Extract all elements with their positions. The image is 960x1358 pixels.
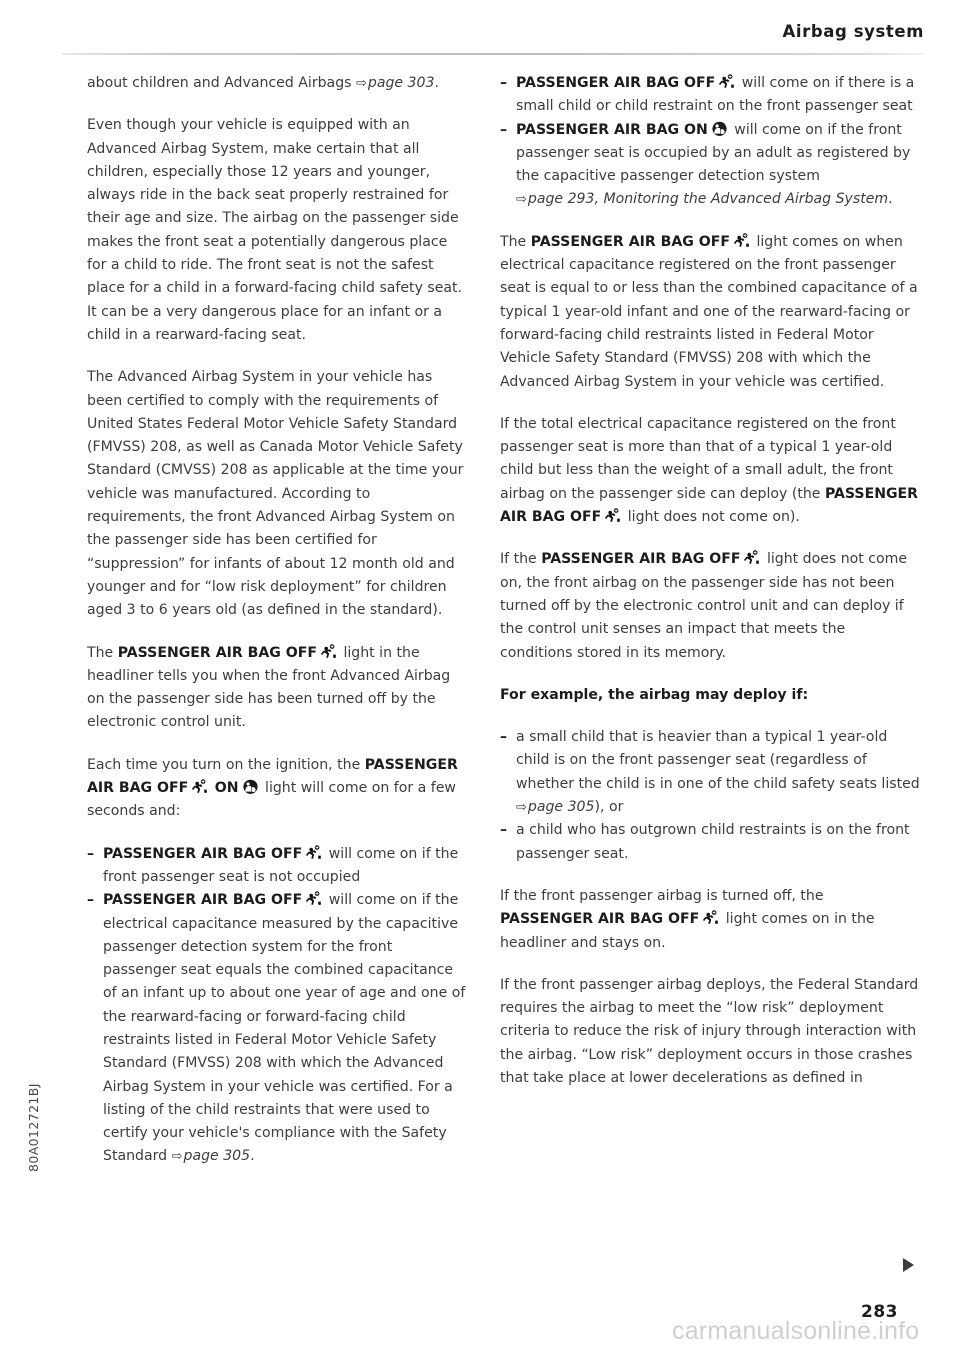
reference-arrow-icon: ⇨ bbox=[355, 76, 367, 91]
list-item: – PASSENGER AIR BAG OFF will come on if the electrical capacitance measured by the capacitive passenger detection system for the front passenger seat equals the combined capacitance of an infant up to about one year of age and one of the rearward-facing or forward-facing child restraints listed in Federal Motor Vehicle Safety Standard (FMVSS) 208 with which the Advanced Airbag System in your vehicle was certified. For a listing of the child restraints that were used to certify your vehicle's compliance with the Safety Standard ⇨page 305. bbox=[87, 889, 469, 1169]
passenger-airbag-off-icon bbox=[305, 891, 322, 907]
emphasis-text: PASSENGER AIR BAG OFF bbox=[530, 233, 730, 250]
page-reference[interactable] bbox=[356, 75, 435, 91]
body-paragraph: The PASSENGER AIR BAG OFF light in the headliner tells you when the front Advanced Airbag on the passenger side has been turned off by the electronic control unit. bbox=[87, 644, 451, 731]
passenger-airbag-off-icon bbox=[305, 845, 322, 861]
passenger-airbag-off-icon bbox=[604, 508, 621, 524]
list-item: – a child who has outgrown child restraints is on the front passenger seat. bbox=[500, 819, 920, 866]
page-number: 283 bbox=[861, 1302, 898, 1322]
bullet-list bbox=[500, 726, 920, 866]
site-watermark: carmanualsonline.info bbox=[672, 1317, 920, 1345]
page-reference[interactable] bbox=[172, 1148, 251, 1164]
passenger-airbag-on-icon bbox=[711, 121, 728, 137]
list-dash-marker: – bbox=[500, 729, 508, 746]
emphasis-text: PASSENGER AIR BAG OFF bbox=[87, 756, 458, 797]
list-dash-marker: – bbox=[87, 892, 95, 909]
body-paragraph: Even though your vehicle is equipped with an Advanced Airbag System, make certain that all children, especially those 12 years and younger, always ride in the back seat properly restrained for their age and size. The airbag on the passenger side makes the front seat a potentially dangerous place for a child to ride. The front seat is not the safest place for a child in a forward-facing child safety seat. It can be a very dangerous place for an infant or a child in a rearward-facing seat. bbox=[87, 117, 463, 343]
body-paragraph: If the front passenger airbag deploys, the Federal Standard requires the airbag to meet the “low risk” deployment criteria to reduce the risk of injury through interaction with the airbag. “Low risk” deployment occurs in those crashes that take place at lower decelerations as defined in bbox=[500, 976, 919, 1086]
page-reference-label: page 305 bbox=[527, 799, 595, 816]
emphasis-text: PASSENGER AIR BAG OFF bbox=[117, 644, 317, 661]
page-reference-label: page 303 bbox=[367, 75, 435, 91]
emphasis-text: PASSENGER AIR BAG OFF bbox=[103, 845, 303, 862]
list-dash-marker: – bbox=[500, 121, 508, 138]
list-dash-marker: – bbox=[500, 822, 508, 839]
body-paragraph: The Advanced Airbag System in your vehicle has been certified to comply with the requirements of United States Federal Motor Vehicle Safety Standard (FMVSS) 208, as well as Canada Motor Vehicle Safety Standard (CMVSS) 208 as applicable at the time your vehicle was manufactured. According to requirements, the front Advanced Airbag System on the passenger side has been certified for “suppression” for infants of about 12 month old and younger and for “low risk deployment” for children aged 3 to 6 years old (as defined in the standard). bbox=[87, 369, 464, 619]
list-item: – PASSENGER AIR BAG OFF will come on if there is a small child or child restraint on the front passenger seat bbox=[500, 72, 920, 119]
passenger-airbag-off-icon bbox=[733, 233, 750, 249]
passenger-airbag-off-icon bbox=[191, 779, 208, 795]
page-reference[interactable] bbox=[516, 191, 888, 207]
emphasis-text: PASSENGER AIR BAG OFF bbox=[516, 75, 716, 91]
body-paragraph: If the total electrical capacitance registered on the front passenger seat is more than that of a typical 1 year-old child but less than the weight of a small adult, the front airbag on the passenger side can deploy (the PASSENGER AIR BAG OFF light does not come on). bbox=[500, 415, 919, 526]
list-item: – a small child that is heavier than a typical 1 year-old child is on the front passenger seat (regardless of whether the child is in one of the child safety seats listed ⇨page 305), or bbox=[500, 726, 920, 819]
emphasis-text: PASSENGER AIR BAG OFF bbox=[500, 485, 919, 526]
emphasis-text: PASSENGER AIR BAG OFF bbox=[500, 911, 700, 928]
emphasis-text: PASSENGER AIR BAG OFF bbox=[541, 551, 741, 568]
passenger-airbag-off-icon bbox=[718, 74, 735, 90]
reference-arrow-icon: ⇨ bbox=[171, 1149, 183, 1165]
list-item: – PASSENGER AIR BAG ON will come on if the front passenger seat is occupied by an adult as registered by the capacitive passenger detection system ⇨page 293, Monitoring the Advanced Airbag System. bbox=[500, 119, 920, 212]
document-part-number: 80A012721BJ bbox=[26, 1083, 41, 1172]
body-paragraph bbox=[500, 684, 920, 707]
list-item: – PASSENGER AIR BAG OFF will come on if the front passenger seat is not occupied bbox=[87, 843, 469, 890]
continuation-arrow-icon bbox=[903, 1258, 914, 1272]
page-reference[interactable] bbox=[516, 799, 595, 815]
bullet-list bbox=[500, 72, 920, 212]
passenger-airbag-off-icon bbox=[743, 550, 760, 566]
page-title: Airbag system bbox=[782, 22, 924, 41]
body-paragraph: about children and Advanced Airbags ⇨page 303. bbox=[87, 75, 439, 91]
header-divider bbox=[62, 53, 924, 55]
bullet-list bbox=[87, 843, 469, 1169]
left-text-column bbox=[87, 72, 469, 1188]
passenger-airbag-off-icon bbox=[320, 644, 337, 660]
passenger-airbag-on-icon bbox=[242, 779, 259, 795]
emphasis-text: PASSENGER AIR BAG ON bbox=[516, 121, 708, 138]
right-text-column bbox=[500, 72, 920, 1109]
page-header bbox=[62, 22, 924, 56]
body-paragraph: If the PASSENGER AIR BAG OFF light does not come on, the front airbag on the passenger side has not been turned off by the electronic control unit and can deploy if the control unit senses an impact that meets the conditions stored in its memory. bbox=[500, 551, 908, 661]
body-paragraph: If the front passenger airbag is turned off, the PASSENGER AIR BAG OFF light comes on in the headliner and stays on. bbox=[500, 887, 875, 951]
body-paragraph: Each time you turn on the ignition, the PASSENGER AIR BAG OFF ON light will come on for a few seconds and: bbox=[87, 756, 458, 820]
list-dash-marker: – bbox=[87, 845, 95, 862]
passenger-airbag-off-icon bbox=[702, 910, 719, 926]
list-dash-marker: – bbox=[500, 75, 508, 91]
page-reference-label: page 293, Monitoring the Advanced Airbag System bbox=[527, 191, 889, 208]
reference-arrow-icon: ⇨ bbox=[516, 192, 527, 208]
emphasis-text: ON bbox=[214, 780, 239, 797]
body-paragraph: The PASSENGER AIR BAG OFF light comes on when electrical capacitance registered on the front passenger seat is equal to or less than the combined capacitance of a typical 1 year-old infant and one of the rearward-facing or forward-facing child restraints listed in Federal Motor Vehicle Safety Standard (FMVSS) 208 with which the Advanced Airbag System in your vehicle was certified. bbox=[500, 233, 918, 390]
page-reference-label: page 305 bbox=[183, 1148, 251, 1165]
emphasis-text: PASSENGER AIR BAG OFF bbox=[103, 892, 303, 909]
emphasis-text: For example, the airbag may deploy if: bbox=[500, 686, 809, 703]
reference-arrow-icon: ⇨ bbox=[516, 800, 527, 816]
